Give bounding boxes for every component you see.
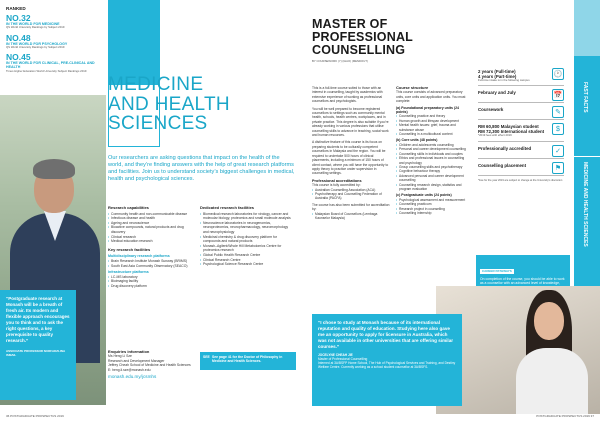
list-item: • Clinical Research Centre <box>200 258 294 263</box>
research-capabilities-list <box>108 212 194 244</box>
researcher-quote-author: ASSOCIATE PROFESSOR NURFADZLINA ISMAIL <box>6 349 66 357</box>
course-part-c-list <box>396 198 466 216</box>
list-item: • South East Asia Community Observatory (SEACO) <box>108 264 194 269</box>
list-item: • Australian Counselling Association (ACA) <box>312 188 392 192</box>
section-heading: Key research facilities <box>108 246 151 252</box>
student-quote-author: JOCELYNE CHEAH JIE <box>318 353 353 357</box>
calendar-icon: 📅 <box>552 89 564 101</box>
school-website-link[interactable]: monash.edu.my/jcsmhs <box>108 374 157 380</box>
side-tab-label: FAST FACTS <box>582 82 588 113</box>
career-pathways-tag: CAREER PATHWAYS <box>482 269 512 273</box>
side-tab-divider <box>574 156 600 157</box>
course-part-a-list <box>396 114 466 136</box>
list-item: • Human growth and lifespan development <box>396 119 466 123</box>
course-structure-intro: This course consists of advanced preparatory units, core units and application units. You must complete: <box>396 90 466 104</box>
fast-fact-item <box>478 145 564 159</box>
list-item: • Medical education research <box>108 239 194 244</box>
contact-role: Research and Development Manager <box>108 358 165 363</box>
contact-name: Ms Heng Li Sze <box>108 354 132 359</box>
list-item: • Ageing and neuroscience <box>108 221 194 226</box>
description-paragraph: This is a full-time course suited to those with an interest in counselling, taught by academics with extensive experience of working as professional counsellors and psychologists. <box>312 86 383 104</box>
list-item: • Research project in counselling <box>396 207 466 211</box>
student-quote-details: Interned at 3A/BSFP Home School, The Hub of Psychological Services and Training, and Destiny Welfare Centre. Currently working as a school student counsellor at 3A/BSFS. <box>318 361 456 369</box>
list-item: • Counselling in a multicultural context <box>396 132 466 136</box>
ranking-item <box>6 53 98 73</box>
fast-fact-subvalue: 4 years (Part-time) <box>478 74 517 79</box>
ranking-number: NO.45 <box>6 52 31 63</box>
description-paragraph: A distinctive feature of this course is its focus on preparing students to be culturally competent counsellors in Malaysia and the region. You will be required to undertake 500 hours of clinical placements, including a minimum of 150 hours of client contact, where you will have the opportunity to apply theory to practice under supervision in counselling settings. <box>312 140 389 176</box>
list-item: • Ethics and professional issues in counselling and psychology <box>396 156 466 165</box>
licence-list <box>312 212 392 221</box>
photo-figure-hair <box>33 159 75 179</box>
list-item: • LC-MS laboratory <box>108 275 194 280</box>
list-item: • Counselling practice and theory <box>396 114 466 118</box>
list-item: • Malaysian Board of Counsellors (Lembaga Kaunselor Malaysia) <box>312 212 392 221</box>
infrastructure-list <box>108 275 194 289</box>
page-title-line: SCIENCES <box>108 113 208 134</box>
section-heading: Research capabilities <box>108 205 149 210</box>
section-heading: Enquiries information <box>108 349 150 354</box>
accreditation-list <box>312 188 392 201</box>
fast-fact-value: Counselling placement <box>478 162 527 168</box>
course-title <box>312 18 430 63</box>
student-quote-role: Master of Professional Counselling <box>318 357 368 361</box>
accreditation-intro: This course is fully accredited by: <box>312 183 361 188</box>
ranking-item <box>6 14 98 30</box>
side-tab <box>574 56 600 296</box>
student-quote-box <box>312 314 462 406</box>
list-item: • Medicinal chemistry & drug discovery platform for compounds and natural products <box>200 235 294 244</box>
page-title-line: AND HEALTH <box>108 93 230 115</box>
course-structure <box>396 86 466 215</box>
list-item: • Psychological assessment and measurement <box>396 198 466 202</box>
course-part-heading: (c) Postgraduate units (24 points) <box>396 193 452 198</box>
decorative-cyan-block <box>108 0 160 85</box>
fast-fact-value: RM 60,800 Malaysian student <box>478 124 539 130</box>
ranking-label: IN THE WORLD FOR CLINICAL, PRE-CLINICAL AND HEALTH <box>6 61 95 70</box>
course-part-heading: (b) Core units (48 points) <box>396 138 438 143</box>
page-footer-right: POSTGRADUATE PROSPECTUS 2019 37 <box>536 414 594 418</box>
course-description <box>312 86 392 220</box>
fast-facts-panel <box>478 68 564 182</box>
rankings-panel <box>6 6 98 77</box>
ranking-source: Times Higher Education World University Subject Rankings 2019 <box>6 68 87 73</box>
list-item: • Counselling internship <box>396 211 466 215</box>
list-item: • Children and adolescents counselling <box>396 143 466 147</box>
course-subtitle: BY COURSEWORK (Y) (IHAO) (MENDOUT) <box>312 59 368 63</box>
page-title <box>108 75 293 134</box>
list-item: • Counselling research design, statistics and program evaluation <box>396 183 466 192</box>
description-paragraph: You will be well prepared to become registered counsellors to settings such as community mental health, schools, health centres, workplaces, and in private practice. This degree is also suitable if you’re already working in various professions that utilise counselling skills to advance in teaching, social work and human resources. <box>312 106 389 138</box>
fast-fact-item <box>478 68 564 86</box>
see-page-text: See page 41 for the Doctor of Philosophy in Medicine and Health Sciences. <box>212 355 283 364</box>
fast-fact-subvalue: RM 72,300 International student <box>478 129 545 135</box>
licence-intro: The course has also been submitted for accreditation by: <box>312 202 390 212</box>
list-item: • Personal and career development counselling <box>396 147 466 151</box>
course-title-line: COUNSELLING <box>312 43 406 57</box>
list-item: • Counselling practicum <box>396 202 466 206</box>
list-item: • Group counselling skills and psychotherapy <box>396 165 466 169</box>
list-item: • Counselling skills in individuals and couples <box>396 152 466 156</box>
contact-email[interactable]: E: heng.li.sze@monash.edu <box>108 367 151 372</box>
list-item: • Bioactive compounds, natural products and drug discovery <box>108 225 194 234</box>
dedicated-facilities-list <box>200 212 294 267</box>
clock-icon: 🕐 <box>552 68 564 80</box>
dollar-icon: $ <box>552 123 564 135</box>
researcher-quote-box <box>0 290 76 400</box>
see-label: SEE <box>203 355 210 359</box>
ranking-label: IN THE WORLD FOR MEDICINE <box>6 22 60 26</box>
key-facilities-list <box>108 259 194 268</box>
fast-fact-value: 2 years (Full-time) <box>478 69 516 74</box>
ranking-number: NO.48 <box>6 32 31 43</box>
fast-fact-note: *2019 fees with effect 2019 <box>478 133 512 138</box>
enquiries-block <box>108 350 196 379</box>
list-item: • Community health and non-communicable disease <box>108 212 194 217</box>
photo-figure-body <box>516 348 588 414</box>
flag-icon: ⚑ <box>552 162 564 174</box>
fast-fact-note: Full-time intake is in the following campus <box>478 78 530 82</box>
ranking-item <box>6 34 98 50</box>
rankings-header: RANKED <box>6 6 26 11</box>
ranking-label: IN THE WORLD FOR PSYCHOLOGY <box>6 41 68 46</box>
list-item: • Bioimaging facility <box>108 279 194 284</box>
list-item: • Infectious disease and health <box>108 216 194 221</box>
list-item: • Clinical research <box>108 235 194 240</box>
course-title-line: PROFESSIONAL <box>312 30 414 44</box>
section-heading: Course structure <box>396 85 429 90</box>
course-part-heading: (a) Foundational preparatory units (24 points) <box>396 105 460 115</box>
pencil-icon: ✎ <box>552 106 564 118</box>
fast-fact-item <box>478 106 564 120</box>
course-title-line: MASTER OF <box>312 17 388 31</box>
list-item: • Monash–Agilent/Whole Hill Metabolomics Centre for proteomics research <box>200 244 294 253</box>
photo-figure-face <box>534 302 564 340</box>
list-item: • Psychotherapy and Counselling Federation of Australia (PACFA) <box>312 192 392 201</box>
list-item: • Advanced personal and career development counselling <box>396 174 466 183</box>
right-page <box>300 0 600 424</box>
list-item: • Mental health issues: grief, trauma and substance abuse <box>396 123 466 132</box>
list-item: • Global Public Health Research Centre <box>200 253 294 258</box>
page-footer-left: 36 POSTGRADUATE PROSPECTUS 2019 <box>6 414 64 418</box>
fast-fact-item <box>478 162 564 176</box>
subsection-heading: Multidisciplinary research platforms <box>108 254 170 259</box>
fast-fact-item <box>478 123 564 141</box>
check-icon: ✓ <box>552 145 564 157</box>
side-tab-label: MEDICINE AND HEALTH SCIENCES <box>582 162 588 247</box>
list-item: • Brain Research Institute Monash Sunway (BRIMS) <box>108 259 194 264</box>
fast-fact-value: Coursework <box>478 107 504 113</box>
list-item: • Neuroscience laboratories in neurogenomics, neuroproteomics, neuropharmacology, neuromorphology and neurophysiology <box>200 221 294 235</box>
side-tab-top <box>574 0 600 56</box>
page-title-line: MEDICINE <box>108 74 204 95</box>
contact-school: Jeffrey Cheah School of Medicine and Health Sciences <box>108 363 191 368</box>
research-capabilities <box>108 206 194 289</box>
student-quote: “I chose to study at Monash because of its international reputation and quality of education. Studying here also gave me an opportunity to apply for licensure in Australia, which was not available in other universities that are offering similar courses.” <box>318 320 454 349</box>
list-item: • Psychological Science Research Centre <box>200 262 294 267</box>
list-item: • Drug discovery platform <box>108 284 194 289</box>
fast-fact-value: Professionally accredited <box>478 145 532 151</box>
course-part-b-list <box>396 143 466 191</box>
researcher-quote: “Postgraduate research at Monash will be a breath of fresh air. Its modern and flexible approach encourages you to think and to ask the right questions, a key prerequisite to quality research.” <box>6 296 70 343</box>
ranking-number: NO.32 <box>6 13 31 23</box>
ranking-source: QS World University Rankings by Subject 2019 <box>6 44 65 49</box>
list-item: • Cognitive behaviour therapy <box>396 169 466 173</box>
list-item: • Biomedical research laboratories for virology, cancer and molecular biology, proteomics and small molecule analysis <box>200 212 294 221</box>
career-pathways-text: On completion of the course, you should be able to work as a counsellor with an advanced level of knowledge, <box>480 277 565 286</box>
subsection-heading: Infrastructure platforms <box>108 270 149 275</box>
dedicated-facilities <box>200 206 294 267</box>
ranking-source: QS World University Rankings by Subject 2019 <box>6 25 65 30</box>
section-heading: Professional accreditations <box>312 178 362 183</box>
section-heading: Dedicated research facilities <box>200 205 255 210</box>
fast-fact-value: February and July <box>478 90 516 96</box>
fast-fact-item <box>478 89 564 103</box>
fast-facts-footnote: *Fee for the year 2019 are subject to change at the University’s discretion <box>478 178 563 182</box>
see-page-callout <box>200 352 296 370</box>
intro-paragraph: Our researchers are asking questions that impact on the health of the world, and they’re finding answers with the help of great research platforms and facilities. Join us to understand society’s biggest challenges in medical, health and psychological sciences. <box>108 155 295 182</box>
